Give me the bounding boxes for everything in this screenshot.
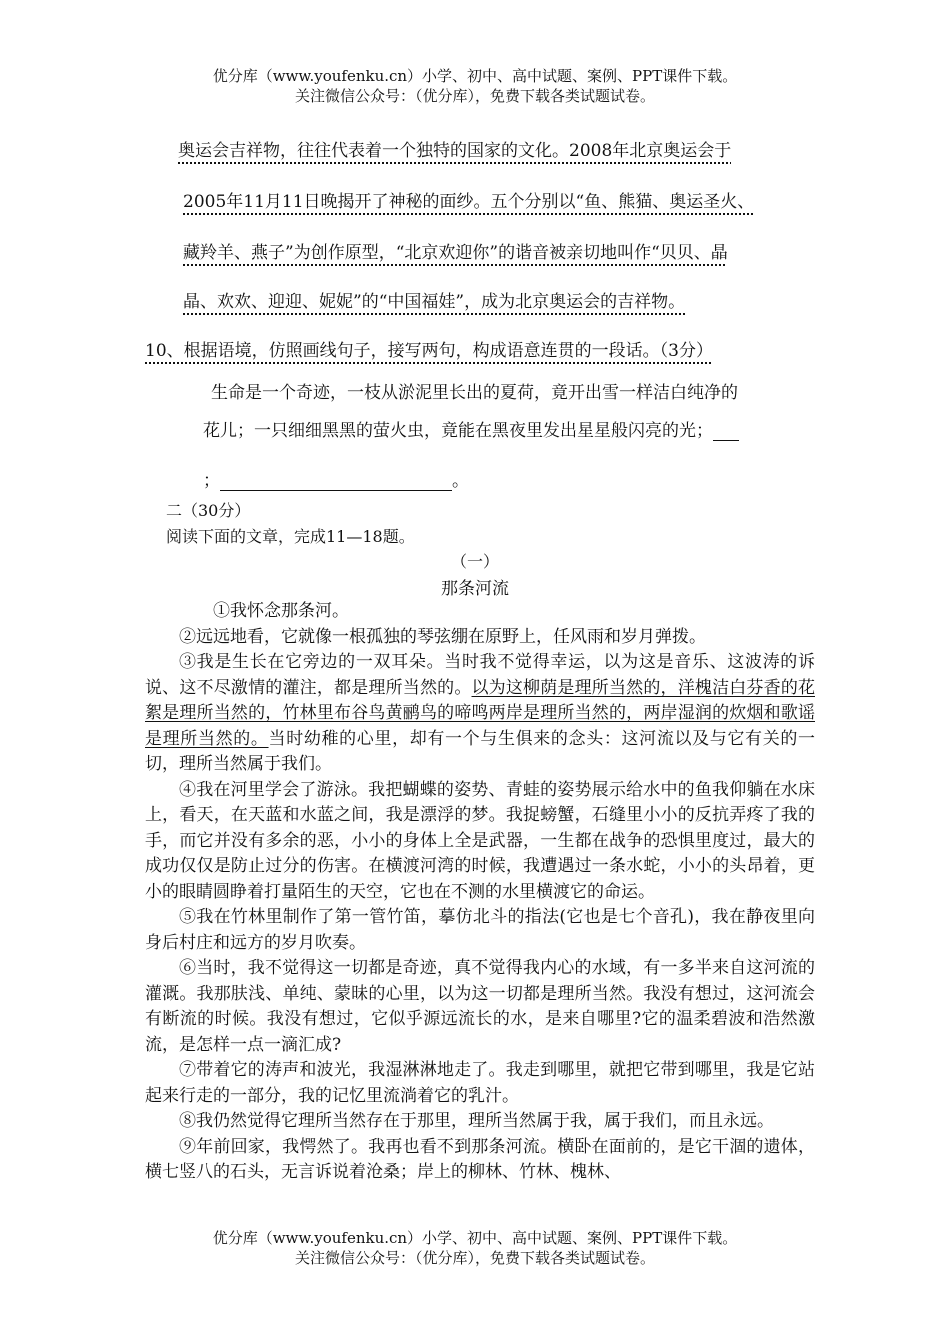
essay-body (145, 599, 815, 1186)
section-heading: 二（30分） (166, 501, 251, 520)
essay-paragraph-4: ④我在河里学会了游泳。我把蝴蝶的姿势、青蛙的姿势展示给水中的鱼我仰躺在水床上，看天，在天蓝和水蓝之间，我是漂浮的梦。我捉螃蟹，石缝里小小的反抗弄疼了我的手，而它并没有多余的恶，小小的身体上全是武器，一生都在战争的恐惧里度过，最大的成功仅仅是防止过分的伤害。在横渡河湾的时候，我遭遇过一条水蛇，小小的头昂着，更小的眼睛圆睁着打量陌生的天空，它也在不测的水里横渡它的命运。 (145, 779, 815, 902)
p3-tail-text: 当时幼稚的心里，却有一个与生俱来的念头：这河流以及与它有关的一切，理所当然属于我们。 (145, 728, 816, 774)
essay-paragraph-3 (145, 650, 815, 778)
q10-semicolon: ； (203, 471, 220, 491)
q10-sentence-text: 花儿；一只细细黑黑的萤火虫，竟能在黑夜里发出星星般闪亮的光； (203, 421, 713, 441)
olympics-line-4: 晶、欢欢、迎迎、妮妮”的“中国福娃”，成为北京奥运会的吉祥物。 (183, 292, 686, 312)
essay-title: 那条河流 (441, 579, 509, 599)
answer-blank-1[interactable] (713, 422, 739, 441)
q10-period: 。 (452, 471, 469, 491)
essay-paragraph-1: ①我怀念那条河。 (213, 601, 349, 621)
essay-paragraph-2: ②远远地看，它就像一根孤独的琴弦绷在原野上，任风雨和岁月弹拨。 (179, 626, 706, 647)
q10-answer-line (203, 466, 469, 491)
olympics-line-1: 奥运会吉祥物，往往代表着一个独特的国家的文化。2008年北京奥运会于 (178, 141, 732, 161)
essay-paragraph-9: ⑨年前回家，我愕然了。我再也看不到那条河流。横卧在面前的，是它干涸的遗体，横七竖八的石头，无言诉说着沧桑；岸上的柳林、竹林、槐林、 (145, 1136, 815, 1182)
essay-paragraph-5: ⑤我在竹林里制作了第一管竹笛，摹仿北斗的指法(它也是七个音孔)，我在静夜里向身后村庄和远方的岁月吹奏。 (145, 907, 815, 953)
essay-paragraph-6: ⑥当时，我不觉得这一切都是奇迹，真不觉得我内心的水域，有一多半来自这河流的灌溉。我那肤浅、单纯、蒙昧的心里，以为这一切都是理所当然。我没有想过，这河流会有断流的时候。我没有想过，它似乎源远流长的水，是来自哪里?它的温柔碧波和浩然激流，是怎样一点一滴汇成? (145, 958, 815, 1055)
header-line-1: 优分库（www.youfenku.cn）小学、初中、高中试题、案例、PPT课件下载。 (212, 67, 738, 85)
part-label: （一） (450, 552, 499, 571)
q10-sentence-line-2 (203, 416, 739, 441)
header-line-2: 关注微信公众号：（优分库），免费下载各类试题试卷。 (294, 87, 655, 105)
footer-line-2: 关注微信公众号：（优分库），免费下载各类试题试卷。 (294, 1249, 655, 1267)
essay-paragraph-8: ⑧我仍然觉得它理所当然存在于那里，理所当然属于我，属于我们，而且永远。 (179, 1111, 774, 1131)
olympics-line-3: 藏羚羊、燕子”为创作原型，“北京欢迎你”的谐音被亲切地叫作“贝贝、晶 (183, 243, 728, 263)
reading-instruction: 阅读下面的文章，完成11—18题。 (166, 527, 415, 546)
footer-line-1: 优分库（www.youfenku.cn）小学、初中、高中试题、案例、PPT课件下载。 (212, 1229, 738, 1247)
answer-blank-2[interactable] (220, 472, 452, 491)
q10-sentence-line-1: 生命是一个奇迹，一枝从淤泥里长出的夏荷，竟开出雪一样洁白纯净的 (211, 383, 738, 403)
q10-prompt: 10、根据语境，仿照画线句子，接写两句，构成语意连贯的一段话。（3分） (145, 341, 713, 361)
p3-lead-text: ③我是生长在它旁边的一双耳朵。当时我不觉得幸运，以为这是音乐、这波涛的诉说、这不尽激情的灌注，都是理所当然的。 (145, 652, 815, 698)
essay-paragraph-7: ⑦带着它的涛声和波光，我湿淋淋地走了。我走到哪里，就把它带到哪里，我是它站起来行走的一部分，我的记忆里流淌着它的乳汁。 (145, 1060, 815, 1106)
olympics-line-2: 2005年11月11日晚揭开了神秘的面纱。五个分别以“鱼、熊猫、奥运圣火、 (183, 192, 755, 212)
page-header (0, 66, 950, 106)
page-footer (0, 1228, 950, 1268)
underlined-sentence: 以为这柳荫是理所当然的，洋槐洁白芬香的花絮是理所当然的，竹林里布谷鸟黄鹂鸟的啼鸣两岸是理所当然的，两岸湿润的炊烟和歌谣是理所当然的。 (145, 677, 815, 749)
